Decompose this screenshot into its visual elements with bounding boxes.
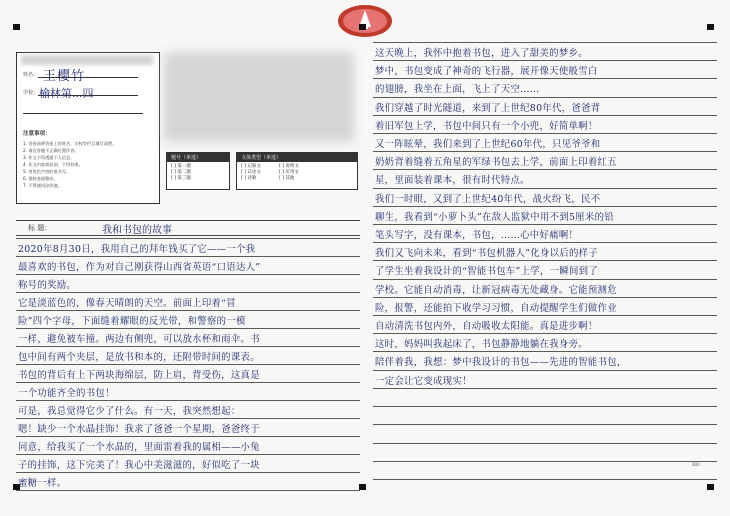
note-item: 6. 保持卷面整洁。 [23, 176, 58, 181]
handwritten-line: 子的挂饰，这下完美了！我心中美滋滋的，好似吃了一块 [18, 460, 260, 471]
extra-field [23, 105, 143, 114]
grid-line [373, 242, 717, 243]
grid-line [16, 418, 360, 419]
left-page [16, 52, 360, 492]
handwritten-line: 了学生坐着我设计的“智能书包车”上学，一瞬间到了 [375, 266, 599, 278]
registration-mark [359, 24, 366, 30]
grid-line [373, 479, 717, 480]
grid-line [16, 274, 360, 275]
handwritten-line: 蜜糖一样。 [18, 478, 67, 489]
handwritten-line: 最喜欢的书包，作为对自己刚获得山西省英语“口语达人” [18, 262, 261, 273]
option-item[interactable]: [ ] 诗歌 [241, 176, 257, 181]
option-item[interactable]: [ ] 应用文 [279, 170, 299, 175]
option-item[interactable]: [ ] 议论文 [241, 170, 261, 175]
grid-line [373, 42, 717, 43]
handwritten-line: 这天晚上，我怀中抱着书包，进入了甜美的梦乡。 [375, 48, 588, 59]
grid-line [16, 238, 360, 239]
grid-line [373, 260, 717, 261]
note-item: 4. 作文内容需原创，不得抄袭。 [23, 162, 83, 167]
grid-line [373, 333, 717, 334]
grid-line [373, 424, 717, 425]
student-info-box [16, 52, 160, 204]
option-item[interactable]: [ ] 说明文 [279, 164, 299, 169]
handwritten-line: 它是淡蓝色的，像春天晴朗的天空。前面上印着“冒 [18, 298, 236, 309]
grid-line [16, 292, 360, 293]
handwritten-line: 这时，妈妈叫我起床了，书包静静地躺在我身旁。 [375, 339, 588, 351]
note-item: 3. 作文不得透露个人信息。 [23, 155, 75, 160]
handwritten-line: 笔头写字，没有课本，书包，……心中好痛啊！ [375, 230, 579, 241]
page-number: 600 [692, 462, 700, 467]
grid-line [16, 454, 360, 455]
handwritten-line: 又一阵眩晕，我们来到了上世纪60年代，只见爷爷和 [375, 139, 601, 150]
school-logo-icon [336, 3, 394, 39]
handwritten-line: 书包的背后有上下两块海绵层，防上肩，背受伤，这真是 [18, 370, 260, 381]
note-item: 5. 用黑色字迹的笔书写。 [23, 169, 71, 174]
handwritten-line: 同意，给我买了一个水晶的，里面雷着我的属相——小兔 [18, 442, 260, 453]
redacted-area [21, 55, 153, 65]
handwritten-line: 聊生，我看到“小萝卜头”在敌人监狱中用不到5厘米的铅 [375, 211, 614, 223]
option-item[interactable]: [ ] 其他 [279, 176, 295, 181]
writing-grid-right [373, 42, 717, 388]
handwritten-line: 着旧军包上学，书包中间只有一个小兜，好简单啊！ [375, 120, 598, 132]
handwritten-line: 2020年8月30日，我用自己的拜年钱买了它——一个我 [18, 244, 256, 255]
grid-line [16, 310, 360, 311]
grid-line [373, 78, 717, 79]
grid-line [373, 188, 717, 189]
handwritten-line: 称号的奖励。 [18, 280, 77, 291]
handwritten-line: 我们穿越了时光隧道，来到了上世纪80年代，爸爸背 [375, 102, 601, 114]
redacted-barcode-area [164, 52, 354, 142]
grid-line [16, 256, 360, 257]
option-item[interactable]: [ ] 第一题 [171, 164, 191, 169]
grid-line [373, 279, 717, 280]
grid-line [373, 206, 717, 207]
option-item[interactable]: [ ] 第二题 [171, 170, 191, 175]
essay-title: 我和书包的故事 [102, 225, 172, 236]
registration-mark [13, 24, 20, 30]
grid-line [373, 224, 717, 225]
handwritten-line: 包中间有两个夹层，是放书和本的，还附带时间的课表。 [18, 352, 260, 363]
handwritten-line: 奶奶背着缝着五角星的军绿书包去上学，前面上印着红五 [375, 157, 617, 169]
school-name: 榆林第...四 [39, 87, 94, 100]
grid-line [373, 133, 717, 134]
writing-grid-left [16, 238, 360, 490]
option-item[interactable]: [ ] 记叙文 [241, 164, 261, 169]
grid-line [373, 351, 717, 352]
option-item[interactable]: [ ] 第三题 [171, 176, 191, 181]
student-name: 王樱竹 [43, 69, 86, 84]
grid-line [373, 406, 717, 407]
handwritten-line: 的翅膀，我坐在上面，飞上了天空…… [375, 84, 540, 96]
grid-line [16, 328, 360, 329]
registration-mark [707, 24, 714, 30]
grid-line [16, 472, 360, 473]
handwritten-line: 一定会让它变成现实！ [375, 375, 472, 387]
grid-line [16, 400, 360, 401]
name-field: 姓名： [23, 69, 138, 78]
grid-line [373, 97, 717, 98]
grid-line [16, 436, 360, 437]
note-item: 7. 不得使用涂改液。 [23, 183, 62, 188]
handwritten-line: 梦中，书包变成了神奇的飞行器，展开像天使般雪白 [375, 66, 598, 78]
right-page [373, 42, 717, 492]
handwritten-line: 一样，避免被车撞。两边有侧兜，可以放水杯和雨伞。书 [18, 334, 260, 345]
handwritten-line: 可是，我总觉得它少了什么。有一天，我突然想起： [18, 406, 241, 417]
handwritten-line: 星，里面装着课本，很有时代特点。 [375, 175, 530, 187]
genre-box: 文体类型（单选） [ ] 记叙文 [ ] 说明文 [ ] 议论文 [ ] 应用文 [ ] 诗歌 [ ] 其他 [236, 152, 358, 190]
note-item: 2. 请在答题卡正确位置作答。 [23, 148, 79, 153]
notes-section: 注意事项： 1. 答卷前将答卷上的姓名、学校等栏目填写清楚。 2. 请在答题卡正确位置作答。 3. 作文不得透露个人信息。 4. 作文内容需原创，不得抄袭。 5. 用黑色字迹的笔书写。 6. 保持卷面整洁。 7. 不得使用涂改液。 [23, 131, 153, 189]
grid-line [373, 443, 717, 444]
grid-line [373, 461, 717, 462]
handwritten-line: 嗯！缺少一个水晶挂饰！我求了爸爸一个星期，爸爸终于 [18, 424, 260, 435]
handwritten-line: 我们一时眼，又到了上世纪40年代，战火纷飞，民不 [375, 193, 601, 205]
school-field: 学校： [23, 87, 138, 96]
question-number-box: 题号（单选） [ ] 第一题 [ ] 第二题 [ ] 第三题 [166, 152, 230, 190]
handwritten-line: 险，报警，还能拍下收学习习惯，自动提醒学生们做作业 [375, 302, 617, 314]
blank-grid-right [373, 388, 717, 492]
grid-line [16, 364, 360, 365]
grid-line [16, 490, 360, 491]
grid-line [373, 297, 717, 298]
essay-title-row: 标 题： 我和书包的故事 [16, 220, 360, 236]
grid-line [373, 151, 717, 152]
grid-line [373, 315, 717, 316]
handwritten-line: 陪伴着我，我想：梦中我设计的书包——先进的智能书包， [375, 357, 627, 369]
grid-line [16, 382, 360, 383]
handwritten-line: 一个功能齐全的书包！ [18, 388, 115, 399]
handwritten-line: 险”四个字母，下面缝着耀眼的反光带，和警察的一模 [18, 316, 246, 327]
grid-line [373, 370, 717, 371]
note-item: 1. 答卷前将答卷上的姓名、学校等栏目填写清楚。 [23, 141, 117, 146]
handwritten-line: 学校。它能自动消毒，让新冠病毒无处藏身。它能预测危 [375, 284, 617, 296]
grid-line [16, 346, 360, 347]
handwritten-line: 我们又飞向未来，看到“书包机器人”化身以后的样子 [375, 248, 599, 260]
grid-line [373, 115, 717, 116]
registration-mark [359, 484, 366, 490]
grid-line [373, 169, 717, 170]
grid-line [373, 60, 717, 61]
handwritten-line: 自动清洗书包内外，自动吸收太阳能。真是进步啊！ [375, 321, 598, 332]
